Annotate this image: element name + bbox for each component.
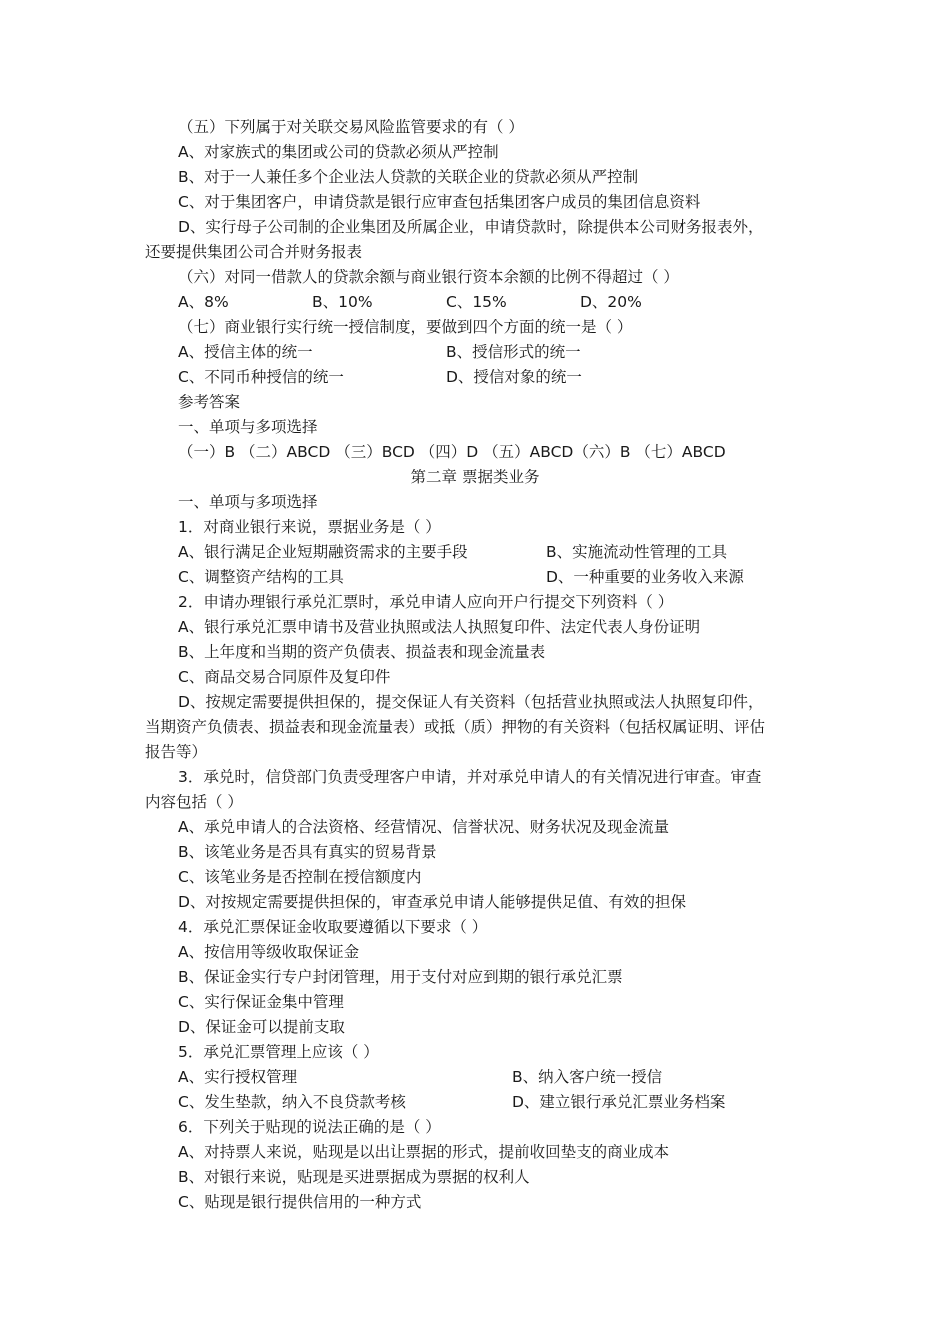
option-b: B、上年度和当期的资产负债表、损益表和现金流量表 [178, 643, 546, 661]
question-stem: 3．承兑时，信贷部门负责受理客户申请，并对承兑申请人的有关情况进行审查。审查 [178, 768, 762, 786]
question-stem: 1．对商业银行来说，票据业务是（ ） [178, 518, 441, 536]
option-c: C、15% [446, 293, 507, 311]
option-d-continued: 报告等） [145, 743, 208, 761]
option-b: B、保证金实行专户封闭管理，用于支付对应到期的银行承兑汇票 [178, 968, 623, 986]
option-d: D、20% [580, 293, 642, 311]
option-a: A、银行满足企业短期融资需求的主要手段 [178, 543, 468, 561]
option-b: B、该笔业务是否具有真实的贸易背景 [178, 843, 437, 861]
option-b: B、授信形式的统一 [446, 343, 581, 361]
question-stem-continued: 内容包括（ ） [145, 793, 243, 811]
option-b: B、实施流动性管理的工具 [546, 543, 728, 561]
option-a: A、8% [178, 293, 229, 311]
option-b: B、纳入客户统一授信 [512, 1068, 663, 1086]
question-stem: 6．下列关于贴现的说法正确的是（ ） [178, 1118, 441, 1136]
option-c: C、对于集团客户，申请贷款是银行应审查包括集团客户成员的集团信息资料 [178, 193, 701, 211]
option-c: C、发生垫款，纳入不良贷款考核 [178, 1093, 406, 1111]
option-b: B、对于一人兼任多个企业法人贷款的关联企业的贷款必须从严控制 [178, 168, 639, 186]
option-d: D、保证金可以提前支取 [178, 1018, 345, 1036]
option-a: A、按信用等级收取保证金 [178, 943, 360, 961]
question-stem: 5．承兑汇票管理上应该（ ） [178, 1043, 379, 1061]
option-c: C、商品交易合同原件及复印件 [178, 668, 391, 686]
answers-line: （一）B （二）ABCD （三）BCD （四）D （五）ABCD（六）B （七）ABCD [178, 443, 726, 461]
option-a: A、授信主体的统一 [178, 343, 313, 361]
section-title: 一、单项与多项选择 [178, 493, 318, 511]
option-d: D、对按规定需要提供担保的，审查承兑申请人能够提供足值、有效的担保 [178, 893, 686, 911]
chapter-heading: 第二章 票据类业务 [410, 468, 540, 486]
option-a: A、实行授权管理 [178, 1068, 298, 1086]
option-d: D、授信对象的统一 [446, 368, 582, 386]
option-c: C、调整资产结构的工具 [178, 568, 344, 586]
option-d: D、建立银行承兑汇票业务档案 [512, 1093, 726, 1111]
option-a: A、对家族式的集团或公司的贷款必须从严控制 [178, 143, 499, 161]
question-stem: （六）对同一借款人的贷款余额与商业银行资本余额的比例不得超过（ ） [178, 268, 679, 286]
option-d-continued: 还要提供集团公司合并财务报表 [145, 243, 363, 261]
option-d: D、实行母子公司制的企业集团及所属企业，申请贷款时，除提供本公司财务报表外， [178, 218, 764, 236]
option-c: C、不同币种授信的统一 [178, 368, 344, 386]
option-b: B、10% [312, 293, 373, 311]
option-b: B、对银行来说，贴现是买进票据成为票据的权利人 [178, 1168, 530, 1186]
option-d-continued: 当期资产负债表、损益表和现金流量表）或抵（质）押物的有关资料（包括权属证明、评估 [145, 718, 766, 736]
question-stem: （五）下列属于对关联交易风险监管要求的有（ ） [178, 118, 524, 136]
answers-section: 一、单项与多项选择 [178, 418, 318, 436]
option-d: D、按规定需要提供担保的，提交保证人有关资料（包括营业执照或法人执照复印件， [178, 693, 764, 711]
option-a: A、银行承兑汇票申请书及营业执照或法人执照复印件、法定代表人身份证明 [178, 618, 701, 636]
answers-title: 参考答案 [178, 393, 241, 411]
question-stem: 2．申请办理银行承兑汇票时，承兑申请人应向开户行提交下列资料（ ） [178, 593, 674, 611]
option-c: C、该笔业务是否控制在授信额度内 [178, 868, 422, 886]
option-a: A、承兑申请人的合法资格、经营情况、信誉状况、财务状况及现金流量 [178, 818, 670, 836]
question-stem: （七）商业银行实行统一授信制度，要做到四个方面的统一是（ ） [178, 318, 633, 336]
option-c: C、实行保证金集中管理 [178, 993, 344, 1011]
question-stem: 4．承兑汇票保证金收取要遵循以下要求（ ） [178, 918, 488, 936]
option-a: A、对持票人来说，贴现是以出让票据的形式，提前收回垫支的商业成本 [178, 1143, 670, 1161]
option-d: D、一种重要的业务收入来源 [546, 568, 744, 586]
option-c: C、贴现是银行提供信用的一种方式 [178, 1193, 422, 1211]
